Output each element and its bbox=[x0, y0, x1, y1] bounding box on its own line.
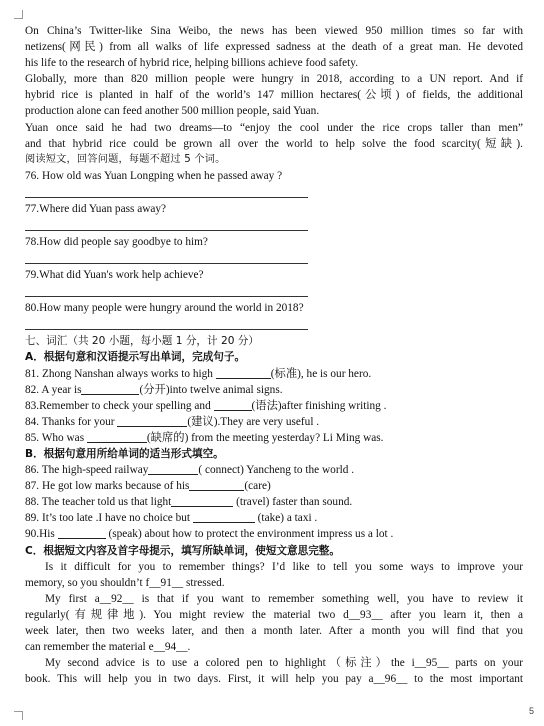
part-b-item bbox=[25, 462, 523, 478]
section-title: 七、词汇（共 20 小题，每小题 1 分，计 20 分） bbox=[25, 335, 259, 348]
part-b-item-hint: (care) bbox=[244, 480, 271, 493]
page-number: 5 bbox=[528, 706, 534, 716]
part-b-item-hint: (speak) about how to protect the environment impress us a lot . bbox=[105, 528, 394, 541]
part-b-heading: B．根据句意用所给单词的适当形式填空。 bbox=[25, 447, 224, 460]
part-b-item-text: 90.His bbox=[25, 528, 58, 541]
answer-line-79[interactable] bbox=[25, 283, 523, 300]
passage-line: hybrid rice is planted in half of the world’s 147 million hectares(公顷) of fields, the additional bbox=[25, 89, 523, 102]
fill-blank[interactable] bbox=[81, 382, 139, 395]
cloze-line: My first a__92__ is that if you want to remember something well, you have to review it bbox=[45, 592, 523, 605]
cloze-line: regularly(有规律地). You might review the material two d__93__ after you learn it, then a bbox=[25, 608, 523, 621]
question-79: 79.What did Yuan's work help achieve? bbox=[25, 269, 204, 282]
page-content bbox=[25, 23, 523, 687]
part-a-item-text: 85. Who was bbox=[25, 431, 87, 444]
passage-line: On China’s Twitter-like Sina Weibo, the news has been viewed 950 million times so far with bbox=[25, 25, 523, 37]
part-b-item-hint: (take) a taxi . bbox=[254, 512, 318, 525]
page-corner-mark bbox=[14, 10, 23, 19]
reading-instruction: 阅读短文，回答问题，每题不超过 5 个词。 bbox=[25, 153, 226, 165]
passage-line: and that hybrid rice could be grown all over the world to help solve the food scarcity(短缺). bbox=[25, 137, 523, 150]
part-a-heading: A．根据句意和汉语提示写出单词，完成句子。 bbox=[25, 351, 246, 364]
fill-blank[interactable] bbox=[214, 398, 252, 411]
question-77: 77.Where did Yuan pass away? bbox=[25, 202, 167, 215]
passage-line: netizens(网民) from all walks of life expressed sadness at the death of a great man. He devoted bbox=[25, 41, 523, 54]
part-a-item-text: 83.Remember to check your spelling and bbox=[25, 399, 214, 412]
part-a-item-text: 81. Zhong Nanshan always works to high bbox=[25, 367, 216, 380]
cloze-line: My second advice is to use a colored pen to highlight（标注）the i__95__ parts on your bbox=[45, 657, 523, 670]
cloze-line: week later, then two weeks later, and then a month later. After a month you will find that you bbox=[25, 625, 523, 637]
part-b-item-hint: (travel) faster than sound. bbox=[233, 496, 353, 509]
fill-blank[interactable] bbox=[148, 462, 198, 475]
part-b-item-text: 86. The high-speed railway bbox=[25, 464, 149, 477]
part-b-item bbox=[25, 494, 523, 510]
part-a-item-hint: (建议).They are very useful . bbox=[187, 415, 320, 428]
fill-blank[interactable] bbox=[58, 526, 106, 539]
cloze-line: Is it difficult for you to remember things? I’d like to tell you some ways to improve your bbox=[45, 560, 523, 573]
fill-blank[interactable] bbox=[216, 366, 271, 379]
passage-line: production alone can feed another 500 million people, said Yuan. bbox=[25, 105, 320, 118]
answer-line-77[interactable] bbox=[25, 217, 523, 234]
part-b-item-text: 87. He got low marks because of his bbox=[25, 480, 190, 493]
cloze-line: book. This will help you in two days. First, it will help you pay a__96__ to the most important bbox=[25, 673, 523, 686]
question-78: 78.How did people say goodbye to him? bbox=[25, 236, 208, 249]
answer-line-76[interactable] bbox=[25, 184, 523, 201]
passage-line: Yuan once said he had two dreams—to “enjoy the cool under the rice crops taller than men” bbox=[25, 121, 523, 134]
question-80: 80.How many people were hungry around the world in 2018? bbox=[25, 302, 304, 315]
cloze-line: memory, so you shouldn’t f__91__ stressed. bbox=[25, 576, 225, 589]
part-a-item bbox=[25, 382, 523, 398]
part-c-heading: C．根据短文内容及首字母提示，填写所缺单词，使短文意思完整。 bbox=[25, 544, 340, 557]
part-a-item-hint: (标准), he is our hero. bbox=[270, 367, 372, 380]
part-a-item bbox=[25, 366, 523, 382]
part-b-item-text: 88. The teacher told us that light bbox=[25, 496, 172, 509]
part-a-item-hint: (分开)into twelve animal signs. bbox=[139, 383, 283, 396]
part-b-item-hint: ( connect) Yancheng to the world . bbox=[198, 464, 355, 477]
part-a-item-text: 82. A year is bbox=[25, 383, 82, 396]
fill-blank[interactable] bbox=[171, 494, 233, 507]
part-b-item bbox=[25, 478, 523, 494]
part-b-item bbox=[25, 510, 523, 526]
answer-line-80[interactable] bbox=[25, 316, 523, 333]
page-corner-mark bbox=[14, 711, 23, 720]
cloze-line: can remember the material e__94__. bbox=[25, 641, 191, 654]
part-a-item bbox=[25, 430, 523, 446]
part-a-item-hint: (语法)after finishing writing . bbox=[251, 399, 387, 412]
part-a-item bbox=[25, 414, 523, 430]
part-a-item-hint: (缺席的) from the meeting yesterday? Li Ming was. bbox=[146, 431, 384, 444]
part-a-items bbox=[25, 366, 523, 446]
fill-blank[interactable] bbox=[87, 430, 147, 443]
passage-line: his life to the research of hybrid rice, helping billions achieve food safety. bbox=[25, 57, 359, 70]
fill-blank[interactable] bbox=[193, 510, 255, 523]
fill-blank[interactable] bbox=[189, 478, 244, 491]
part-b-item bbox=[25, 526, 523, 542]
fill-blank[interactable] bbox=[117, 414, 187, 427]
question-76: 76. How old was Yuan Longping when he passed away ? bbox=[25, 169, 283, 182]
part-a-item bbox=[25, 398, 523, 414]
part-b-items bbox=[25, 462, 523, 542]
passage-line: Globally, more than 820 million people were hungry in 2018, according to a UN report. And if bbox=[25, 73, 523, 86]
answer-line-78[interactable] bbox=[25, 250, 523, 267]
part-b-item-text: 89. It’s too late .I have no choice but bbox=[25, 512, 193, 525]
part-a-item-text: 84. Thanks for your bbox=[25, 415, 118, 428]
